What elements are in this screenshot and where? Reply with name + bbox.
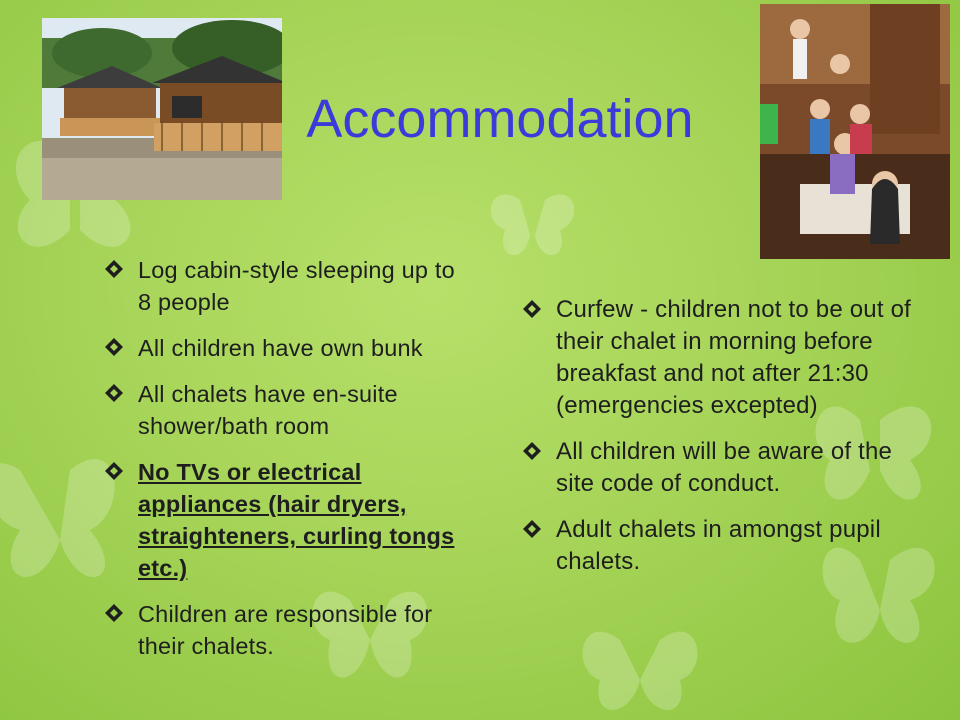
left-bullet-list xyxy=(104,254,474,676)
right-bullet-list xyxy=(522,294,912,592)
bullet-text: All children will be aware of the site code of conduct. xyxy=(556,438,893,497)
bullet-icon xyxy=(104,461,124,481)
bullet-text: Curfew - children not to be out of their chalet in morning before breakfast and not after 21:30 (emergencies excepted) xyxy=(556,296,911,419)
bullet-icon xyxy=(522,299,542,319)
bullet-text: Log cabin-style sleeping up to 8 people xyxy=(138,257,455,315)
bullet-icon xyxy=(522,441,542,461)
log-cabins-photo xyxy=(42,18,282,200)
children-in-chalet-photo xyxy=(760,4,950,259)
bullet-item xyxy=(522,514,912,578)
bullet-item xyxy=(104,254,474,318)
bullet-text: All chalets have en-suite shower/bath room xyxy=(138,381,398,439)
bullet-text: Adult chalets in amongst pupil chalets. xyxy=(556,516,881,575)
slide-title: Accommodation xyxy=(306,89,694,149)
bullet-icon xyxy=(104,383,124,403)
bullet-text: No TVs or electrical appliances (hair dryers, straighteners, curling tongs etc.) xyxy=(138,459,455,581)
bullet-text: Children are responsible for their chalets. xyxy=(138,601,433,659)
bullet-text: All children have own bunk xyxy=(138,335,423,361)
bullet-item xyxy=(104,598,474,662)
bullet-icon xyxy=(104,337,124,357)
bullet-item-emphasized xyxy=(104,456,474,584)
bullet-icon xyxy=(104,259,124,279)
bullet-icon xyxy=(104,603,124,623)
bullet-item xyxy=(104,378,474,442)
bullet-icon xyxy=(522,519,542,539)
bullet-item xyxy=(522,436,912,500)
bullet-item xyxy=(104,332,474,364)
bullet-item xyxy=(522,294,912,422)
